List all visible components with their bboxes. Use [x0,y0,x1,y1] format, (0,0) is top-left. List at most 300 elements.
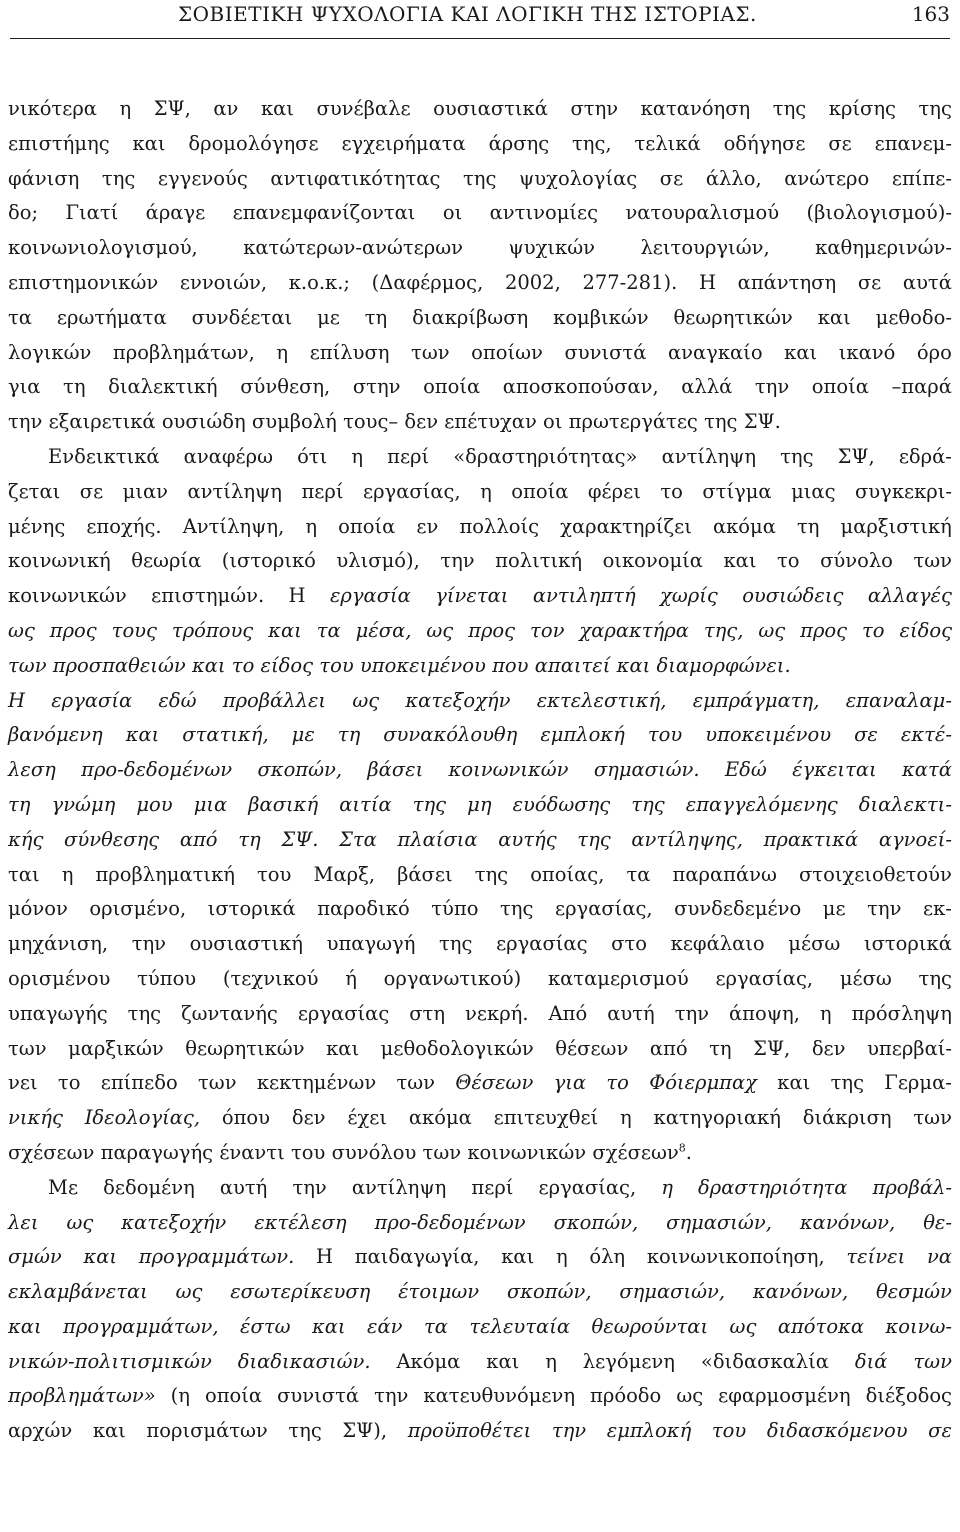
word: έτοιμων [398,1280,480,1304]
word: της [780,444,814,468]
word: κοινωνικών [448,758,569,782]
word: οποία [338,514,396,538]
word: εφαρμοσμένη [718,1384,851,1408]
word: καθημερινών- [815,236,952,260]
word: της [474,862,509,886]
word: κανόνων, [752,1280,849,1304]
word: ως [426,618,454,642]
word: έστω [240,1314,291,1338]
word: μόνον [8,897,68,921]
word: αλλαγές [867,584,952,608]
text-line [8,614,952,649]
word: σκοπών, [257,758,343,782]
word: έναντι [219,1140,285,1164]
word: τα [626,862,651,886]
footnote-marker[interactable]: 8 [678,1141,686,1155]
text-line [8,510,952,545]
word: Γιατί [65,201,119,225]
word: βανόμενη [8,723,103,747]
word: την [551,1419,587,1443]
word: νεκρή. [465,1001,529,1025]
word: πλαίσια [397,827,478,851]
word: εννοιών, [179,270,268,294]
word: των [422,1140,462,1164]
word: τη [238,827,261,851]
text-line [8,440,952,475]
word: βάσει [367,758,424,782]
word: εγχειρήματα [341,131,466,155]
word: σε [854,723,878,747]
word: η [276,340,289,364]
word: δεν [811,1036,846,1060]
word: επέτυχαν [444,410,537,434]
word: ουσιαστική [189,932,303,956]
word: αντίληψη [187,479,282,503]
word: Από [548,1001,588,1025]
word: της [288,1419,322,1443]
word: περί [387,444,430,468]
word: οποία [423,375,481,399]
word: συγκεκρι- [855,479,952,503]
word: εκτελεστική, [536,688,667,712]
word: τη [63,375,86,399]
word: μέσα, [355,618,412,642]
word: νατουραλισμού [625,201,780,225]
word: εργασίας, [538,1175,637,1199]
word: προς [800,618,848,642]
word: την [131,932,167,956]
word: –παρά [891,375,952,399]
word: τη [709,1036,732,1060]
word: Θέσεων [455,1071,534,1095]
word: σε [857,270,882,294]
text-line [8,579,952,614]
word: (η [170,1384,190,1408]
word: Η [288,584,306,608]
word: φέρει [587,479,641,503]
word: εκτέ- [900,723,952,747]
text-line [8,1414,952,1449]
word: στην [352,375,401,399]
word: απάντηση [737,270,837,294]
word: τη [337,723,361,747]
word: κρίσης [828,97,896,120]
word: σε [928,1419,952,1443]
word: τους [111,618,157,642]
word: ορισμένου [8,966,111,990]
word: επιστήμης [8,131,110,155]
word: κοινωνικών [467,1140,587,1164]
word: ευόδωσης [512,792,611,816]
word: κατά [901,758,952,782]
word: προβλημάτων» [8,1384,156,1408]
word: τρόπους [171,618,254,642]
word: ιστορικά [863,932,952,956]
word: ικανό [838,340,896,364]
word: επίπε- [891,166,952,190]
word: όπου [221,1106,271,1130]
word: των [913,1106,952,1130]
word: της [500,897,534,921]
word: λογικών [8,340,92,364]
word: αυτά [902,270,952,294]
text-line [8,1275,952,1310]
word: στο [611,932,647,956]
word: δεδομένη [103,1175,195,1199]
word: ουσιαστικά [433,97,548,120]
word: δο; [8,201,39,225]
word: θεωρητικών [673,305,793,329]
word: (τεχνικού [222,966,319,990]
word: υποκειμένου [705,723,832,747]
word: μέσω [788,932,841,956]
word: και [8,1314,42,1338]
word: νικών-πολιτισμικών [8,1349,212,1373]
word: μια [193,792,228,816]
word: την [374,1384,409,1408]
word: και [92,1419,126,1443]
word: διέξοδος [865,1384,952,1408]
word: της [918,966,952,990]
word: οργανωτικού) [383,966,522,990]
word: σχέσεων [8,1140,95,1164]
word: τον [530,618,565,642]
word: γνώμη [51,792,116,816]
word: ουσιώδεις [742,584,844,608]
word: δρομολόγησε [188,131,319,155]
word: αρχών [8,1419,73,1443]
word: επαγγελόμενης [685,792,838,816]
word: μέσω [839,966,892,990]
word: επίλυση [309,340,390,364]
word: αντίληψη [661,444,757,468]
word: περί [471,1175,514,1199]
word: ως [758,618,786,642]
word: πρόσληψη [851,1001,952,1025]
word: απότοκα [777,1314,865,1338]
word: μιαν [122,479,169,503]
word: πολιτική [495,549,583,573]
word: σε [828,131,852,155]
word: ψυχικών [508,236,595,260]
word: διαμορφώνει. [656,653,791,677]
text-line [8,162,952,197]
word: κ.ο.κ.; [288,270,350,294]
word: ψυχολογίας [519,166,638,190]
word: των [8,1036,47,1060]
word: εδρά- [898,444,952,468]
word: σημασιών. [593,758,700,782]
word: ζωντανής [181,1001,278,1025]
word: σμών [8,1245,62,1269]
word: λειτουργιών, [640,236,770,260]
word: εξαιρετικά [48,410,156,434]
word: επιστημών. [151,584,265,608]
word: το [660,479,683,503]
word: της [772,97,807,120]
word: και [784,340,818,364]
word: τελικά [634,131,701,155]
word: της [127,1001,162,1025]
text-line [8,196,952,231]
word: της [412,792,447,816]
word: ακόμα [712,514,776,538]
word: παροδικό [317,897,410,921]
word: ως [66,1210,94,1234]
word: Ιδεολογίας, [84,1106,201,1130]
word: των [913,549,952,573]
word: σε [79,479,104,503]
word: αυτή [219,1175,268,1199]
word: της [577,827,611,851]
word: μεθοδο- [875,305,952,329]
text-line [8,1101,952,1136]
word: της [830,1071,864,1095]
word: την [440,549,475,573]
word: την [292,1175,327,1199]
word: ως [8,618,35,642]
word: οι [543,410,563,434]
word: και [260,97,294,120]
word: δραστηριότητα [698,1175,848,1199]
word: και [268,618,302,642]
word: σε [659,166,684,190]
word: τη [364,305,388,329]
word: το [231,653,255,677]
word: υπαγωγή [326,932,416,956]
word: μαρξιστική [840,514,952,538]
word: η [620,1106,632,1130]
word: τη [8,792,31,816]
word: σημασιών, [666,1210,772,1234]
word: προς [468,618,516,642]
word: μη [467,792,492,816]
word: όρο [916,340,952,364]
word: προϋποθέτει [407,1419,532,1443]
text-line [8,718,952,753]
word: και [132,131,166,155]
word: έγκειται [792,758,877,782]
word: εργασία [51,688,133,712]
word: βάσει [397,862,453,886]
text-line [8,370,952,405]
word: εγγενούς [157,166,248,190]
word: προβάλλει [222,688,327,712]
word: πρακτικά [763,827,859,851]
text-line [8,1379,952,1414]
word: (ιστορικό [221,549,316,573]
word: ΣΨ, [837,444,875,468]
word: προσπαθειών [52,653,186,677]
word: τελευταία [469,1314,571,1338]
word: τα [8,305,32,329]
word: Η [316,1245,334,1269]
word: και [777,1071,811,1095]
word: θεσμών [875,1280,952,1304]
word: αλλά [681,375,733,399]
word: αγνοεί- [878,827,952,851]
word: πρωτεργάτες [568,410,698,434]
word: ται [8,862,40,886]
text-line [8,1206,952,1241]
word: μηχάνιση, [8,932,109,956]
word: κατανόηση [640,97,751,120]
word: υλισμό), [336,549,420,573]
word: (βιολογισμού)- [806,201,952,225]
text-line [8,1171,952,1206]
word: και [83,1245,118,1269]
word: άρσης [488,131,550,155]
word: συνιστά [277,1384,360,1408]
word: κοινωνιολογισμού, [8,236,198,260]
word: Εδώ [724,758,767,782]
word: Η [8,688,26,712]
word: και [191,653,226,677]
word: παιδαγωγία, [354,1245,480,1269]
word: πολλοίς [459,514,540,538]
page-number: 163 [911,2,950,26]
word: η [819,1001,832,1025]
word: αντιφατικότητας [270,166,441,190]
word: τείνει [846,1245,906,1269]
word: 2002, [504,270,561,294]
text-line [8,1032,952,1067]
word: ορισμένο, [89,897,187,921]
word: και [486,1349,520,1373]
text-line [8,231,952,266]
word: λεγόμενη [582,1349,675,1373]
word: κοινωνικοποίηση, [646,1245,825,1269]
word: χαρακτήρα [579,618,689,642]
word: Φόιερμπαχ [649,1071,757,1095]
word: διαδικασιών. [237,1349,371,1373]
word: αυτή [607,1001,655,1025]
word: νικότερα [8,97,97,120]
word: ως [676,1384,704,1408]
word: διαλεκτι- [858,792,952,816]
word: σύνθεσης [64,827,160,851]
word: σύνθεση, [240,375,331,399]
word: επιστημονικών [8,270,159,294]
word: πρόοδο [590,1384,662,1408]
word: άλλο, [705,166,762,190]
word: διά [854,1349,888,1373]
word: η [351,444,364,468]
word: περί [301,479,344,503]
word: συνέβαλε [316,97,411,120]
text-line [8,823,952,858]
word: μένης [8,514,66,538]
word: εκλαμβάνεται [8,1280,148,1304]
word: σύνολο [820,549,893,573]
word: χαρακτηρίζει [560,514,692,538]
word: Μαρξ, [313,862,376,886]
word: συνακόλουθη [383,723,518,747]
word: της [101,166,136,190]
word: των [198,1071,237,1095]
word: στοιχειοθετούν [798,862,952,886]
word: για [553,1071,587,1095]
word: της [918,97,952,120]
word: 277-281). [582,270,678,294]
word: η [545,1349,557,1373]
word: προβάλ- [872,1175,952,1199]
word: και [125,723,160,747]
word: ως [352,688,380,712]
word: συνόλου [331,1140,417,1164]
word: προγραμμάτων. [138,1245,295,1269]
text-line [8,684,952,719]
word: σκοπών, [553,1210,639,1234]
word: θεωρούνται [591,1314,709,1338]
word: αποσκοπούσαν, [502,375,659,399]
word: και [311,1314,346,1338]
word: επιτευχθεί [493,1106,599,1130]
word: σχέσεων$^8$. [592,1140,692,1164]
text-line [8,788,952,823]
text-line [8,405,952,440]
word: θέσεων [555,1036,629,1060]
word: κανόνων, [799,1210,896,1234]
word: νικής [8,1106,63,1130]
word: άποψη, [729,1001,800,1025]
word: είδος [260,653,314,677]
word: το [777,549,800,573]
word: του [257,862,292,886]
word: το [862,618,885,642]
word: συνδεδεμένο [674,897,802,921]
word: με [822,897,846,921]
word: κοινωνικών [8,584,127,608]
word: κοινωνική [8,549,111,573]
word: ερωτήματα [56,305,167,329]
text-line [8,858,952,893]
word: παραγωγής [100,1140,214,1164]
word: προ-δεδομένων [374,1210,526,1234]
word: εργασίας, [554,897,653,921]
text-line [8,892,952,927]
word: συνδέεται [191,305,293,329]
word: οδήγησε [723,131,806,155]
word: κατώτερων-ανώτερων [243,236,463,260]
word: εν [416,514,439,538]
word: τύπο [431,897,479,921]
word: την [754,375,790,399]
word: της [704,410,738,434]
word: μιας [791,479,836,503]
word: του [319,653,354,677]
word: συνιστά [564,340,647,364]
word: οποίων [471,340,543,364]
word: η [305,514,318,538]
word: εάν [367,1314,403,1338]
word: αντίληψης, [631,827,743,851]
word: οι [442,201,463,225]
text-line [8,962,952,997]
word: της [439,932,473,956]
word: αντίληψη [351,1175,447,1199]
word: κεφάλαιο [670,932,765,956]
word: ανώτερο [784,166,870,190]
text-line [8,301,952,336]
word: εμπλοκή [606,1419,692,1443]
word: αντιληπτή [532,584,636,608]
word: εποχής. [86,514,162,538]
word: ΣΨ, [153,97,191,120]
word: την [8,410,43,434]
word: με [317,305,340,329]
text-line [8,266,952,301]
